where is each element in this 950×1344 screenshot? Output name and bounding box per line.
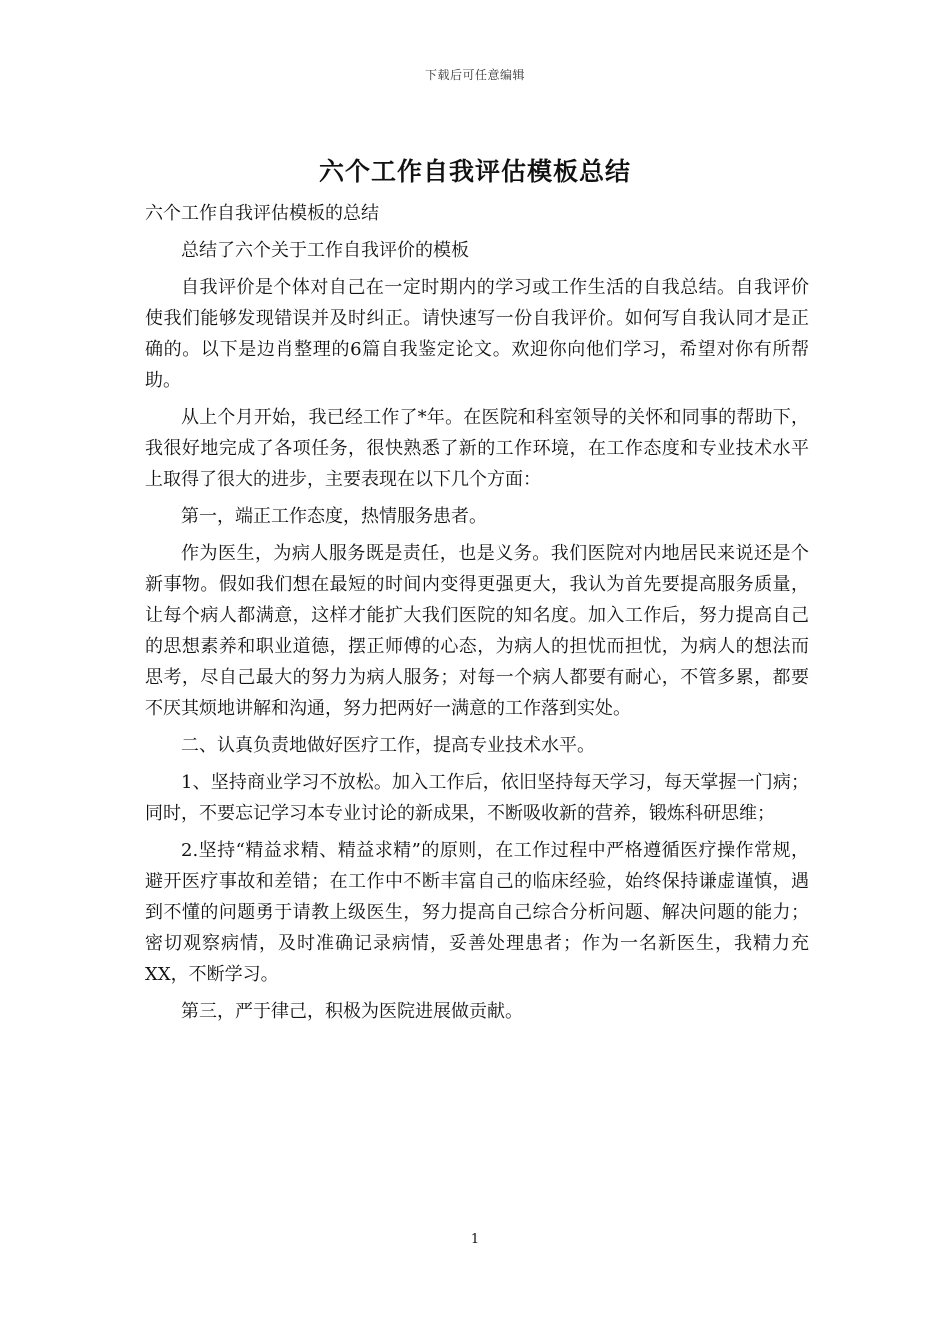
section-heading: 第一，端正工作态度，热情服务患者。 [181,506,487,527]
paragraph: 1、坚持商业学习不放松。加入工作后，依旧坚持每天学习，每天掌握一门病；同时，不要忘记学习本专业讨论的新成果，不断吸收新的营养，锻炼科研思维； [145,772,809,824]
paragraph: 从上个月开始，我已经工作了*年。在医院和科室领导的关怀和同事的帮助下，我很好地完成了各项任务，很快熟悉了新的工作环境，在工作态度和专业技术水平上取得了很大的进步，主要表现在以下几个方面： [145,407,809,490]
paragraph: 自我评价是个体对自己在一定时期内的学习或工作生活的自我总结。自我评价使我们能够发现错误并及时纠正。请快速写一份自我评价。如何写自我认同才是正确的。以下是边肖整理的6篇自我鉴定论文。欢迎你向他们学习，希望对你有所帮助。 [145,277,809,391]
section-heading: 二、认真负责地做好医疗工作，提高专业技术水平。 [181,735,595,756]
document-body [145,198,809,1033]
paragraph-intro-line: 总结了六个关于工作自我评价的模板 [181,240,469,261]
paragraph-subtitle: 六个工作自我评估模板的总结 [145,203,379,224]
document-title: 六个工作自我评估模板总结 [318,157,631,186]
paragraph: 作为医生，为病人服务既是责任，也是义务。我们医院对内地居民来说还是个新事物。假如我们想在最短的时间内变得更强更大，我认为首先要提高服务质量，让每个病人都满意，这样才能扩大我们医院的知名度。加入工作后，努力提高自己的思想素养和职业道德，摆正师傅的心态，为病人的担忧而担忧，为病人的想法而思考，尽自己最大的努力为病人服务；对每一个病人都要有耐心，不管多累，都要不厌其烦地讲解和沟通，努力把两好一满意的工作落到实处。 [145,543,809,719]
page-number: 1 [470,1232,480,1247]
section-heading: 第三，严于律己，积极为医院进展做贡献。 [181,1001,523,1022]
header-note: 下载后可任意编辑 [424,68,525,82]
paragraph: 2.坚持“精益求精、精益求精”的原则，在工作过程中严格遵循医疗操作常规，避开医疗事故和差错；在工作中不断丰富自己的临床经验，始终保持谦虚谨慎，遇到不懂的问题勇于请教上级医生，努力提高自己综合分析问题、解决问题的能力；密切观察病情，及时准确记录病情，妥善处理患者；作为一名新医生，我精力充XX，不断学习。 [145,840,809,985]
